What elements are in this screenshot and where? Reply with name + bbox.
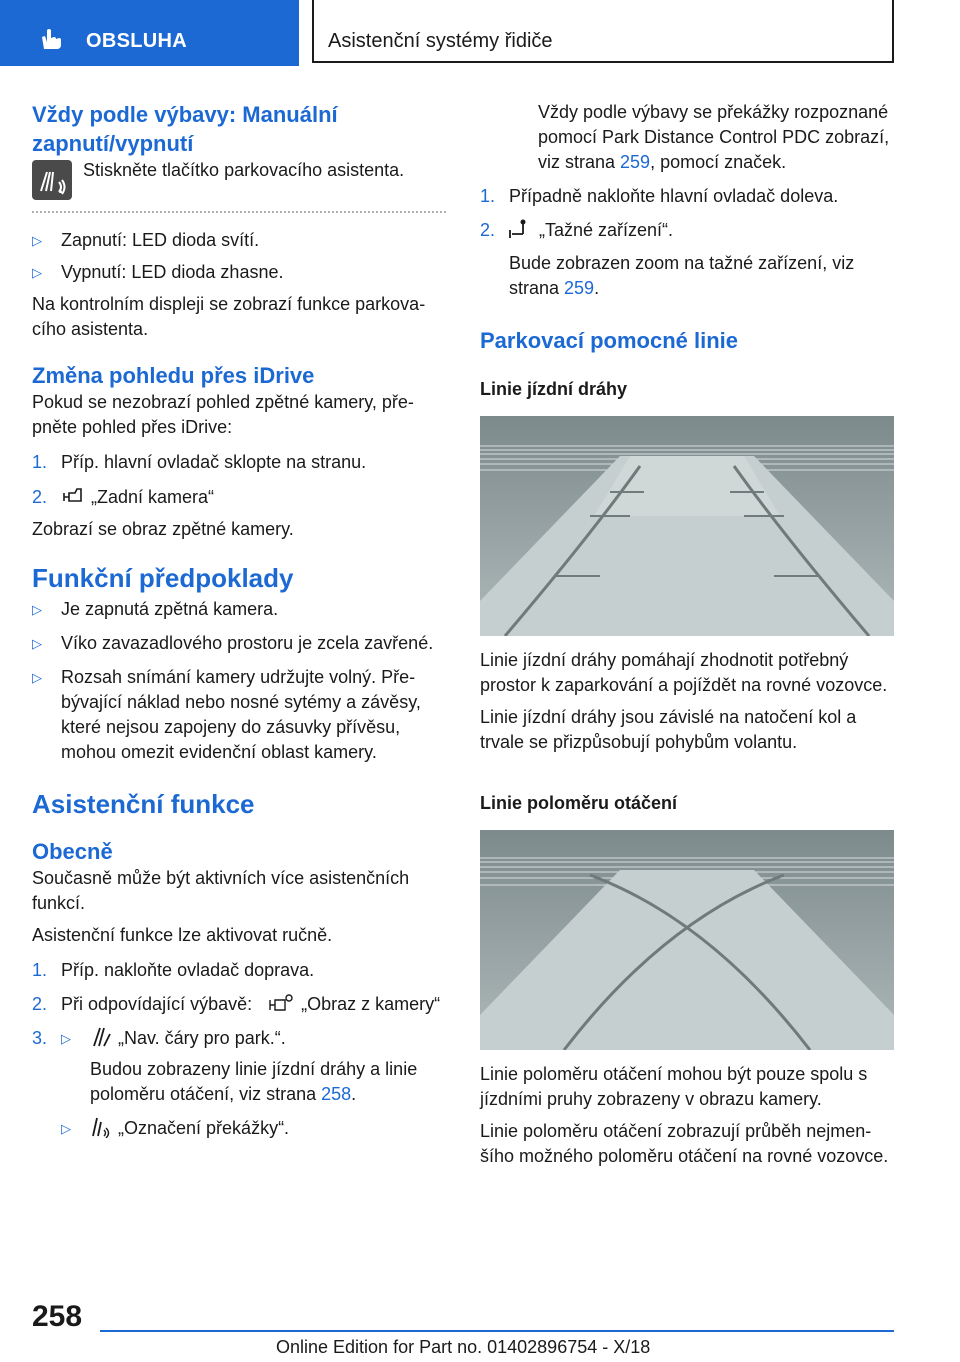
cont-text: , pomocí značek. bbox=[650, 152, 787, 172]
hand-icon bbox=[38, 27, 66, 51]
left-column bbox=[32, 100, 446, 1141]
view-result: Zobrazí se obraz zpětné kamery. bbox=[32, 519, 294, 539]
section-label: OBSLUHA bbox=[86, 30, 187, 52]
step-number: 2. bbox=[32, 994, 48, 1014]
triangle-bullet-icon: ▷ bbox=[32, 265, 42, 280]
list-item bbox=[32, 450, 446, 475]
led-on-text: Zapnutí: LED dioda svítí. bbox=[61, 230, 260, 250]
list-item bbox=[32, 597, 446, 622]
step-number: 1. bbox=[32, 452, 48, 472]
list-item bbox=[32, 992, 446, 1017]
list-item bbox=[32, 485, 446, 510]
desc-text: . bbox=[594, 278, 600, 298]
step-number: 3. bbox=[32, 1028, 48, 1048]
prereq-text: Je zapnutá zpětná kamera. bbox=[61, 599, 279, 619]
page-link[interactable]: 258 bbox=[321, 1084, 352, 1104]
list-item bbox=[32, 260, 446, 285]
footer-edition: Online Edition for Part no. 01402896754 - X/18 bbox=[276, 1337, 651, 1357]
lane-text: Linie jízdní dráhy pomáhají zhodnotit potřebný prostor k zaparkování a pojíždět na rovné vozovce. bbox=[480, 650, 888, 695]
step-text: Příp. hlavní ovladač sklopte na stranu. bbox=[61, 452, 367, 472]
display-text: Na kontrolním displeji se zobrazí funkce parkovacího asistenta. bbox=[32, 294, 426, 339]
radius-text: Linie poloměru otáčení mohou být pouze spolu s jízdními pruhy zobrazeny v obrazu kamery. bbox=[480, 1064, 868, 1109]
page-number: 258 bbox=[32, 1300, 83, 1333]
desc-text: Budou zobrazeny linie jízdní dráhy a linie poloměru otáčení, viz strana bbox=[90, 1059, 418, 1104]
general-text: Současně může být aktivních více asistenčních funkcí. bbox=[32, 868, 410, 913]
prereq-text: Víko zavazadlového prostoru je zcela zavřené. bbox=[61, 633, 434, 653]
list-item bbox=[480, 184, 894, 209]
list-item bbox=[32, 1026, 446, 1141]
desc-text: . bbox=[351, 1084, 357, 1104]
cont-text: Vždy podle výbavy se překážky rozpoznané pomocí Park Distance Control PDC zobrazí, viz strana bbox=[538, 102, 890, 172]
sub-item bbox=[61, 1116, 446, 1141]
chapter-header bbox=[312, 0, 894, 63]
step-text: Případně nakloňte hlavní ovladač doleva. bbox=[509, 186, 839, 206]
step-text: „Tažné zařízení“. bbox=[539, 220, 674, 240]
turning-radius-figure bbox=[480, 830, 894, 1050]
page-link[interactable]: 259 bbox=[564, 278, 595, 298]
continuation-text bbox=[480, 100, 894, 175]
obstacle-marking-icon bbox=[90, 1116, 112, 1138]
page-link[interactable]: 259 bbox=[620, 152, 651, 172]
triangle-bullet-icon: ▷ bbox=[32, 636, 42, 651]
step-number: 2. bbox=[32, 487, 48, 507]
park-assist-button-icon bbox=[32, 160, 72, 200]
led-off-text: Vypnutí: LED dioda zhasne. bbox=[61, 262, 284, 282]
step-text: Při odpovídající výbavě: bbox=[61, 994, 253, 1014]
heading-manual: Vždy podle výbavy: Manuální zapnutí/vypnutí bbox=[32, 102, 338, 156]
rear-camera-icon bbox=[61, 487, 85, 507]
triangle-bullet-icon: ▷ bbox=[32, 602, 42, 617]
step-number: 1. bbox=[32, 960, 48, 980]
step-text: „Označení překážky“. bbox=[118, 1118, 290, 1138]
triangle-bullet-icon: ▷ bbox=[32, 670, 42, 685]
list-item bbox=[32, 665, 446, 765]
tow-hitch-icon bbox=[509, 218, 533, 240]
button-text: Stiskněte tlačítko parkovacího asistenta. bbox=[83, 160, 405, 180]
step-text: „Nav. čáry pro park.“. bbox=[118, 1028, 286, 1048]
heading-view: Změna pohledu přes iDrive bbox=[32, 363, 315, 388]
heading-prerequisites: Funkční předpoklady bbox=[32, 563, 294, 593]
sub-item bbox=[61, 1026, 446, 1107]
footer-rule bbox=[100, 1330, 894, 1332]
prereq-text: Rozsah snímání kamery udržujte volný. Přebývající náklad nebo nosné sytémy a závěsy, které nejsou zapojeny do zásuvky přívěsu, mohou omezit evidenční oblast kamery. bbox=[61, 667, 421, 762]
heading-general: Obecně bbox=[32, 839, 113, 864]
step-desc bbox=[509, 251, 894, 301]
list-item bbox=[32, 228, 446, 253]
step-text: „Obraz z kamery“ bbox=[301, 994, 441, 1014]
heading-lane-lines: Linie jízdní dráhy bbox=[480, 379, 628, 399]
lane-text: Linie jízdní dráhy jsou závislé na natočení kol a trvale se přizpůsobují pohybům volantu. bbox=[480, 707, 857, 752]
heading-parking-lines: Parkovací pomocné linie bbox=[480, 328, 738, 353]
general-text: Asistenční funkce lze aktivovat ručně. bbox=[32, 925, 333, 945]
parking-lines-icon bbox=[90, 1026, 112, 1048]
step-number: 2. bbox=[480, 220, 496, 240]
desc-text: Bude zobrazen zoom na tažné zařízení, viz strana bbox=[509, 253, 855, 298]
chapter-title: Asistenční systémy řidiče bbox=[328, 30, 553, 52]
heading-radius-lines: Linie poloměru otáčení bbox=[480, 793, 678, 813]
heading-assist: Asistenční funkce bbox=[32, 789, 255, 819]
list-item bbox=[480, 218, 894, 301]
radius-text: Linie poloměru otáčení zobrazují průběh nejmenšího možného poloměru otáčení na rovné vozovce. bbox=[480, 1121, 889, 1166]
step-desc bbox=[90, 1057, 446, 1107]
separator bbox=[32, 211, 446, 215]
step-text: „Zadní kamera“ bbox=[91, 487, 215, 507]
triangle-bullet-icon: ▷ bbox=[61, 1031, 71, 1046]
list-item bbox=[32, 631, 446, 656]
lane-lines-figure bbox=[480, 416, 894, 636]
step-text: Příp. nakloňte ovladač doprava. bbox=[61, 960, 315, 980]
section-tab[interactable] bbox=[0, 0, 299, 66]
list-item bbox=[32, 958, 446, 983]
triangle-bullet-icon: ▷ bbox=[61, 1121, 71, 1136]
view-intro: Pokud se nezobrazí pohled zpětné kamery, přepněte pohled přes iDrive: bbox=[32, 392, 414, 437]
right-column bbox=[480, 100, 894, 1169]
triangle-bullet-icon: ▷ bbox=[32, 233, 42, 248]
button-instruction bbox=[32, 158, 446, 208]
camera-settings-icon bbox=[267, 992, 295, 1014]
step-number: 1. bbox=[480, 186, 496, 206]
